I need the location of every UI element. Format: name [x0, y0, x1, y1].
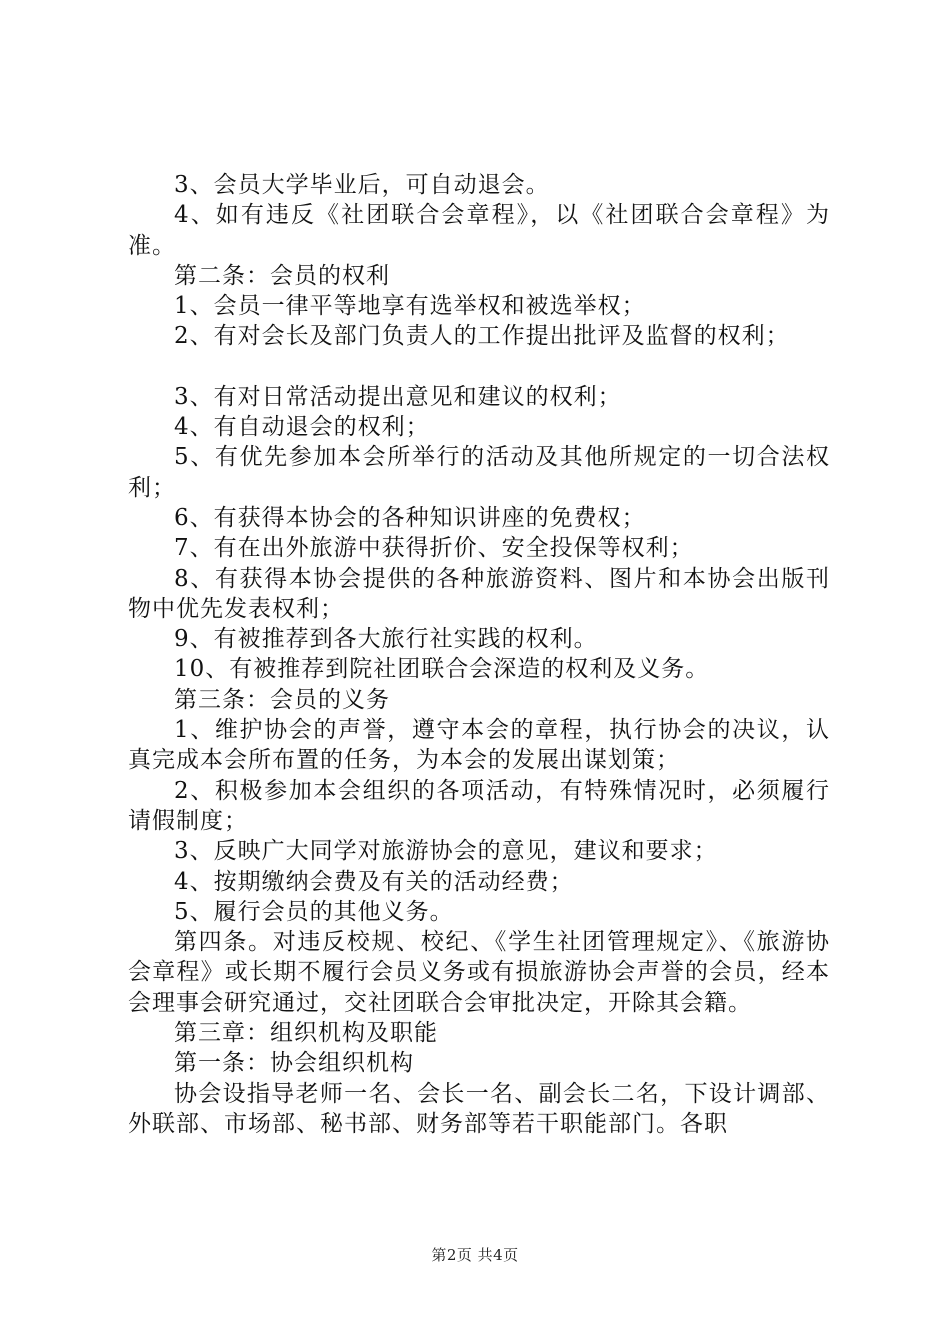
- paragraph: 6、有获得本协会的各种知识讲座的免费权；: [174, 504, 646, 531]
- paragraph: 4、如有违反《社团联合会章程》，以《社团联合会章程》为准。: [128, 202, 830, 259]
- paragraph: 5、履行会员的其他义务。: [174, 898, 454, 925]
- paragraph: 1、维护协会的声誉，遵守本会的章程，执行协会的决议，认真完成本会所布置的任务，为本会的发展出谋划策；: [128, 717, 830, 774]
- paragraph: 9、有被推荐到各大旅行社实践的权利。: [174, 626, 598, 653]
- paragraph: 4、有自动退会的权利；: [174, 414, 430, 441]
- paragraph: 3、有对日常活动提出意见和建议的权利；: [174, 383, 622, 410]
- paragraph: 2、有对会长及部门负责人的工作提出批评及监督的权利；: [174, 323, 790, 350]
- paragraph: 3、反映广大同学对旅游协会的意见，建议和要求；: [174, 838, 718, 865]
- section-heading: 第三条：会员的义务: [174, 686, 390, 713]
- document-body: [128, 170, 830, 1139]
- section-heading: 第一条：协会组织机构: [174, 1050, 414, 1077]
- chapter-heading: 第三章：组织机构及职能: [174, 1020, 438, 1047]
- paragraph: 10、有被推荐到院社团联合会深造的权利及义务。: [174, 656, 710, 683]
- paragraph: 5、有优先参加本会所举行的活动及其他所规定的一切合法权利；: [128, 444, 830, 501]
- page-number-footer: 第2页 共4页: [431, 1246, 519, 1264]
- paragraph: 4、按期缴纳会费及有关的活动经费；: [174, 868, 574, 895]
- paragraph: 7、有在出外旅游中获得折价、安全投保等权利；: [174, 535, 694, 562]
- paragraph: 1、会员一律平等地享有选举权和被选举权；: [174, 293, 646, 320]
- paragraph: 2、积极参加本会组织的各项活动，有特殊情况时，必须履行请假制度；: [128, 777, 830, 834]
- paragraph: 第四条。对违反校规、校纪、《学生社团管理规定》、《旅游协会章程》或长期不履行会员义务或有损旅游协会声誉的会员，经本会理事会研究通过，交社团联合会审批决定，开除其会籍。: [128, 929, 830, 1016]
- section-heading: 第二条：会员的权利: [174, 262, 390, 289]
- paragraph: 协会设指导老师一名、会长一名、副会长二名，下设计调部、外联部、市场部、秘书部、财务部等若干职能部门。各职: [128, 1080, 830, 1137]
- paragraph: 8、有获得本协会提供的各种旅游资料、图片和本协会出版刊物中优先发表权利；: [128, 565, 830, 622]
- paragraph: 3、会员大学毕业后，可自动退会。: [174, 172, 550, 198]
